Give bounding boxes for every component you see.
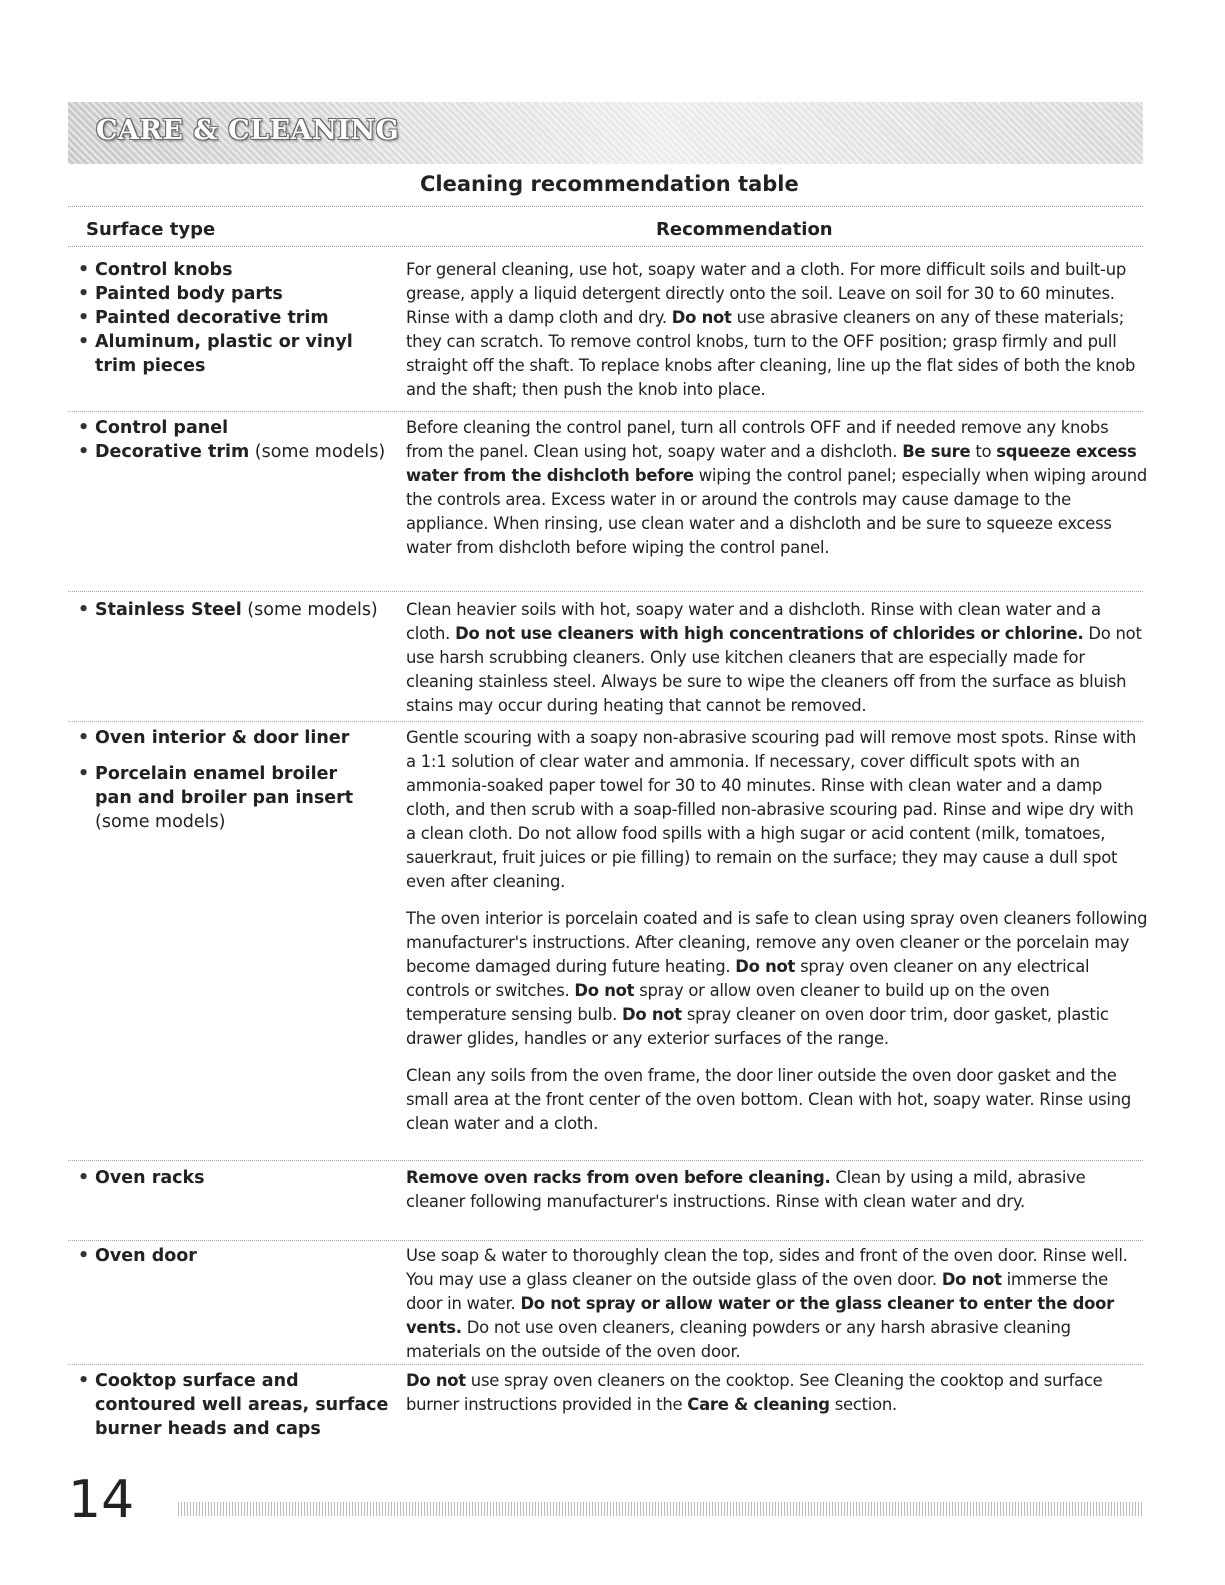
recommendation-cell <box>406 416 1148 560</box>
surface-item: • Control knobs <box>78 258 408 282</box>
surface-cell <box>78 1166 408 1190</box>
recommendation-paragraph: Do not use spray oven cleaners on the cooktop. See Cleaning the cooktop and surface burner instructions provided in the Care & cleaning section. <box>406 1371 1103 1414</box>
surface-item: • Stainless Steel (some models) <box>78 598 408 622</box>
surface-cell <box>78 598 408 622</box>
recommendation-paragraph: For general cleaning, use hot, soapy water and a cloth. For more difficult soils and built-up grease, apply a liquid detergent directly onto the soil. Leave on soil for 30 to 60 minutes. Rinse with a damp cloth and dry. Do not use abrasive cleaners on any of these materials; they can scratch. To remove control knobs, turn to the OFF position; grasp firmly and pull straight off the shaft. To replace knobs after cleaning, line up the flat sides of both the knob and the shaft; then push the knob into place. <box>406 260 1136 399</box>
recommendation-cell <box>406 1369 1148 1417</box>
page-number: 14 <box>68 1470 135 1530</box>
surface-item: • Porcelain enamel broiler pan and broiler pan insert <box>78 762 365 810</box>
recommendation-paragraph: Clean heavier soils with hot, soapy water and a dishcloth. Rinse with clean water and a cloth. Do not use cleaners with high concentrations of chlorides or chlorine. Do not use harsh scrubbing cleaners. Only use kitchen cleaners that are especially made for cleaning stainless steel. Always be sure to wipe the cleaners off from the surface as bluish stains may occur during heating that cannot be removed. <box>406 600 1142 715</box>
section-title: CARE & CLEANING <box>96 115 400 146</box>
recommendation-cell <box>406 726 1148 1136</box>
surface-item: • Oven racks <box>78 1166 408 1190</box>
section-banner <box>68 102 1143 164</box>
recommendation-paragraph: Use soap & water to thoroughly clean the top, sides and front of the oven door. Rinse well. You may use a glass cleaner on the outside glass of the oven door. Do not immerse the door in water. Do not spray or allow water or the glass cleaner to enter the door vents. Do not use oven cleaners, cleaning powders or any harsh abrasive cleaning materials on the outside of the oven door. <box>406 1246 1128 1361</box>
recommendation-cell <box>406 598 1148 718</box>
row-divider <box>68 721 1143 722</box>
surface-cell <box>78 416 408 464</box>
footer-decoration-bar <box>178 1502 1143 1516</box>
recommendation-paragraph: Before cleaning the control panel, turn all controls OFF and if needed remove any knobs from the panel. Clean using hot, soapy water and a dishcloth. Be sure to squeeze excess water from the dishcloth before wiping the control panel; especially when wiping around the controls area. Excess water in or around the controls may cause damage to the appliance. When rinsing, use clean water and a dishcloth and be sure to squeeze excess water from dishcloth before wiping the control panel. <box>406 418 1148 557</box>
surface-item-note: (some models) <box>95 812 226 832</box>
surface-item: • Control panel <box>78 416 408 440</box>
header-rule-top <box>68 206 1143 207</box>
surface-cell <box>78 1369 408 1441</box>
recommendation-paragraph: Remove oven racks from oven before cleaning. Clean by using a mild, abrasive cleaner following manufacturer's instructions. Rinse with clean water and dry. <box>406 1168 1086 1211</box>
row-divider <box>68 1364 1143 1365</box>
table-title: Cleaning recommendation table <box>420 172 799 196</box>
header-rule-bottom <box>68 246 1143 247</box>
surface-item: • Decorative trim (some models) <box>78 440 408 464</box>
recommendation-cell <box>406 1166 1148 1214</box>
row-divider <box>68 411 1143 412</box>
surface-item: • Cooktop surface and contoured well areas, surface burner heads and caps <box>78 1369 395 1441</box>
surface-item: • Aluminum, plastic or vinyl trim pieces <box>78 330 365 378</box>
surface-cell <box>78 726 408 834</box>
recommendation-cell <box>406 258 1148 402</box>
row-divider <box>68 1240 1143 1241</box>
recommendation-paragraph: Clean any soils from the oven frame, the door liner outside the oven door gasket and the small area at the front center of the oven bottom. Clean with hot, soapy water. Rinse using clean water and a cloth. <box>406 1066 1131 1133</box>
recommendation-paragraph: Gentle scouring with a soapy non-abrasive scouring pad will remove most spots. Rinse with a 1:1 solution of clear water and ammonia. If necessary, cover difficult spots with an ammonia-soaked paper towel for 30 to 40 minutes. Rinse with clean water and a damp cloth, and then scrub with a soap-filled non-abrasive scouring pad. Rinse and wipe dry with a clean cloth. Do not allow food spills with a high sugar or acid content (milk, tomatoes, sauerkraut, fruit juices or pie filling) to remain on the surface; they may cause a dull spot even after cleaning. <box>406 728 1137 891</box>
column-header-surface: Surface type <box>86 219 216 240</box>
row-divider <box>68 591 1143 592</box>
row-divider <box>68 1160 1143 1161</box>
surface-item: • Painted body parts <box>78 282 408 306</box>
surface-item: • Oven interior & door liner <box>78 726 408 750</box>
surface-cell <box>78 1244 408 1268</box>
column-header-recommendation: Recommendation <box>656 219 833 240</box>
surface-cell <box>78 258 408 378</box>
recommendation-cell <box>406 1244 1148 1364</box>
surface-item: • Oven door <box>78 1244 408 1268</box>
recommendation-paragraph: The oven interior is porcelain coated and is safe to clean using spray oven cleaners following manufacturer's instructions. After cleaning, remove any oven cleaner or the porcelain may become damaged during future heating. Do not spray oven cleaner on any electrical controls or switches. Do not spray or allow oven cleaner to build up on the oven temperature sensing bulb. Do not spray cleaner on oven door trim, door gasket, plastic drawer glides, handles or any exterior surfaces of the range. <box>406 909 1148 1048</box>
surface-item: • Painted decorative trim <box>78 306 408 330</box>
